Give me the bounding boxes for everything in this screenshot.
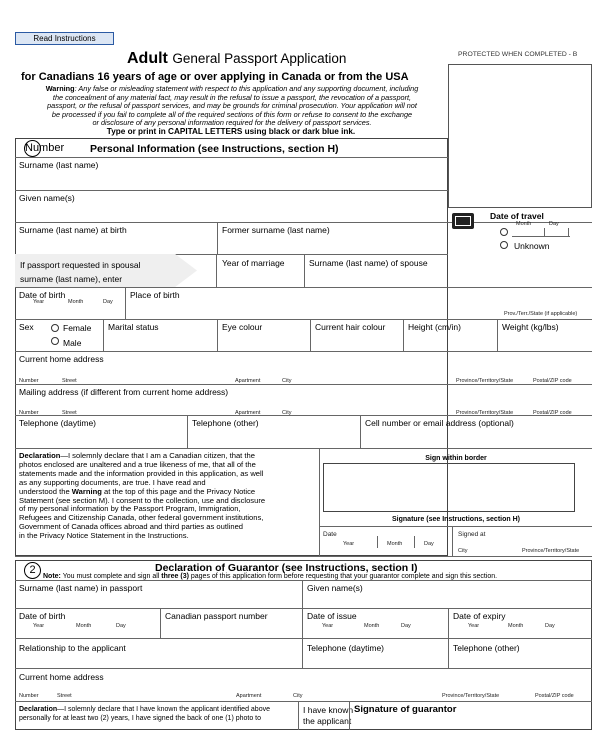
warning-line-1: : Any false or misleading statement with respect to this application and any supporting document, including bbox=[74, 84, 419, 93]
dob-month: Month bbox=[68, 299, 84, 305]
type-print-instruction: Type or print in CAPITAL LETTERS using black or dark blue ink. bbox=[106, 127, 356, 136]
dob-label: Date of birth bbox=[19, 290, 66, 300]
applicant-signature-box[interactable] bbox=[323, 463, 575, 512]
section-2-note: Note: You must complete and sign all three (3) pages of this application form before requesting that your guarantor complete and sign this section. bbox=[43, 573, 498, 580]
section-2-number: 2 bbox=[24, 562, 41, 579]
protected-label: PROTECTED WHEN COMPLETED - B bbox=[458, 51, 578, 58]
g-expiry-year: Year bbox=[468, 623, 480, 629]
date-of-travel-label: Date of travel bbox=[490, 211, 544, 221]
photo-box bbox=[448, 64, 592, 208]
page-subtitle: for Canadians 16 years of age or over applying in Canada or from the USA bbox=[21, 71, 409, 83]
sex-male-label: Male bbox=[63, 338, 82, 348]
tel-other-label: Telephone (other) bbox=[192, 418, 259, 428]
read-instructions-button[interactable]: Read Instructions bbox=[15, 32, 114, 45]
height-label: Height (cm/in) bbox=[408, 322, 461, 332]
dob-year: Year bbox=[33, 299, 45, 305]
spousal-label-2: surname (last name), enter bbox=[20, 274, 123, 284]
g-relationship-label: Relationship to the applicant bbox=[19, 643, 126, 653]
given-names-label: Given name(s) bbox=[19, 193, 75, 203]
g-issue-year: Year bbox=[322, 623, 334, 629]
warning-label: Warning bbox=[45, 84, 75, 93]
g-issue-month: Month bbox=[364, 623, 380, 629]
g-surname-label: Surname (last name) in passport bbox=[19, 583, 143, 593]
declaration-text: Declaration—I solemnly declare that I am a Canadian citizen, that the photos enclosed are unaltered and a true likeness of me, that all of the statements made and the information provided in this application, as well as any supporting documents, are true. I have read and understood the Warning at the top of this page and the Privacy Notice Statement (see section M). I consent to the collection, use and disclosure of my personal information by the Passport Program, Immigration, Refugees and Citizenship Canada, other federal government institutions, Government of Canada offices abroad and third parties as outlined in the Privacy Notice Statement in the Instructions. bbox=[19, 452, 317, 541]
g-date-of-expiry-label: Date of expiry bbox=[453, 611, 506, 621]
mailing-address-label: Mailing address (if different from current home address) bbox=[19, 387, 229, 397]
g-the-applicant-label: the applicant bbox=[303, 716, 352, 726]
title-rest: General Passport Application bbox=[172, 51, 347, 66]
surname-input[interactable] bbox=[16, 171, 446, 189]
place-prov-label: Prov./Terr./State (if applicable) bbox=[504, 311, 578, 317]
spouse-surname-label: Surname (last name) of spouse bbox=[309, 258, 428, 268]
signed-at-label: Signed at bbox=[458, 531, 486, 538]
g-expiry-day: Day bbox=[545, 623, 555, 629]
sex-female-label: Female bbox=[63, 323, 92, 333]
given-names-input[interactable] bbox=[16, 204, 446, 222]
g-addr-street: Street bbox=[57, 693, 72, 699]
cell-email-label: Cell number or email address (optional) bbox=[365, 418, 514, 428]
mail-street: Street bbox=[62, 410, 77, 416]
g-passport-number-label: Canadian passport number bbox=[165, 611, 268, 621]
mail-province: Province/Territory/State bbox=[456, 410, 514, 416]
warning-line-5: or disclosure of any personal information required for the delivery of passport services. bbox=[92, 118, 372, 128]
g-dob-day: Day bbox=[116, 623, 126, 629]
g-dob-month: Month bbox=[76, 623, 92, 629]
applicant-signature-label: Signature (see Instructions, section H) bbox=[392, 516, 520, 523]
weight-label: Weight (kg/lbs) bbox=[502, 322, 559, 332]
home-address-label: Current home address bbox=[19, 354, 104, 364]
mail-city: City bbox=[282, 410, 292, 416]
hair-colour-label: Current hair colour bbox=[315, 322, 386, 332]
g-given-names-label: Given name(s) bbox=[307, 583, 363, 593]
sign-within-label: Sign within border bbox=[425, 455, 487, 462]
g-have-known-label: I have known bbox=[303, 705, 354, 715]
g-signature-label: Signature of guarantor bbox=[354, 704, 457, 715]
g-addr-city: City bbox=[293, 693, 303, 699]
g-home-address-label: Current home address bbox=[19, 672, 104, 682]
g-date-of-issue-label: Date of issue bbox=[307, 611, 357, 621]
g-dob-year: Year bbox=[33, 623, 45, 629]
former-surname-label: Former surname (last name) bbox=[222, 225, 330, 235]
sex-female-radio[interactable] bbox=[51, 324, 59, 332]
mail-number: Number bbox=[19, 410, 39, 416]
section-1-number: Number bbox=[24, 140, 41, 157]
title-bold: Adult bbox=[127, 50, 168, 67]
sign-year: Year bbox=[343, 541, 355, 547]
warning-text bbox=[17, 85, 447, 128]
sign-date-label: Date bbox=[323, 531, 337, 538]
travel-day: Day bbox=[549, 221, 559, 227]
marital-status-label: Marital status bbox=[108, 322, 159, 332]
g-addr-apartment: Apartment bbox=[236, 693, 262, 699]
g-addr-province: Province/Territory/State bbox=[442, 693, 500, 699]
declaration-line-warning: understood the Warning at the top of this page and the Privacy Notice bbox=[19, 486, 256, 496]
sex-label: Sex bbox=[19, 322, 34, 332]
g-expiry-month: Month bbox=[508, 623, 524, 629]
addr-city: City bbox=[282, 378, 292, 384]
g-addr-postal: Postal/ZIP code bbox=[535, 693, 574, 699]
section-2-title: Declaration of Guarantor (see Instructions, section I) bbox=[155, 562, 418, 574]
eye-colour-label: Eye colour bbox=[222, 322, 263, 332]
g-telephone-label: Telephone (daytime) bbox=[307, 643, 385, 653]
addr-street: Street bbox=[62, 378, 77, 384]
g-addr-number: Number bbox=[19, 693, 39, 699]
warning-line-3: passport, or the refusal of passport services, and may be grounds for criminal prosecution. Your application will not bbox=[47, 101, 417, 111]
sign-day: Day bbox=[424, 541, 434, 547]
surname-label: Surname (last name) bbox=[19, 160, 99, 170]
addr-province: Province/Territory/State bbox=[456, 378, 514, 384]
g-dob-label: Date of birth bbox=[19, 611, 66, 621]
travel-unknown-radio[interactable] bbox=[500, 241, 508, 249]
sex-male-radio[interactable] bbox=[51, 337, 59, 345]
warning-line-2: the concealment of any material fact, may result in the refusal to issue a passport, the revocation of a passport, bbox=[52, 92, 412, 102]
dob-day: Day bbox=[103, 299, 113, 305]
travel-month: Month bbox=[516, 221, 532, 227]
g-declaration-text: Declaration—I solemnly declare that I have known the applicant identified above personally for at least two (2) years, I have signed the back of one (1) photo to bbox=[19, 706, 270, 722]
warning-line-4: be processed if you fail to complete all of the required sections of this form or refuse to consent to the exchange bbox=[51, 109, 413, 119]
page-title bbox=[127, 50, 346, 68]
travel-date-radio[interactable] bbox=[500, 228, 508, 236]
surname-at-birth-label: Surname (last name) at birth bbox=[19, 225, 127, 235]
section-1-title: Personal Information (see Instructions, section H) bbox=[90, 143, 339, 155]
sign-month: Month bbox=[387, 541, 403, 547]
spousal-label-1: If passport requested in spousal bbox=[20, 260, 141, 270]
addr-apartment: Apartment bbox=[235, 378, 261, 384]
addr-number: Number bbox=[19, 378, 39, 384]
place-of-birth-label: Place of birth bbox=[130, 290, 180, 300]
signed-city: City bbox=[458, 548, 468, 554]
mail-apartment: Apartment bbox=[235, 410, 261, 416]
year-of-marriage-label: Year of marriage bbox=[222, 258, 285, 268]
mail-postal: Postal/ZIP code bbox=[533, 410, 572, 416]
signed-province: Province/Territory/State bbox=[522, 548, 580, 554]
travel-unknown-label: Unknown bbox=[514, 241, 550, 251]
g-issue-day: Day bbox=[401, 623, 411, 629]
g-tel-other-label: Telephone (other) bbox=[453, 643, 520, 653]
luggage-icon bbox=[452, 213, 474, 229]
tel-daytime-label: Telephone (daytime) bbox=[19, 418, 97, 428]
addr-postal: Postal/ZIP code bbox=[533, 378, 572, 384]
